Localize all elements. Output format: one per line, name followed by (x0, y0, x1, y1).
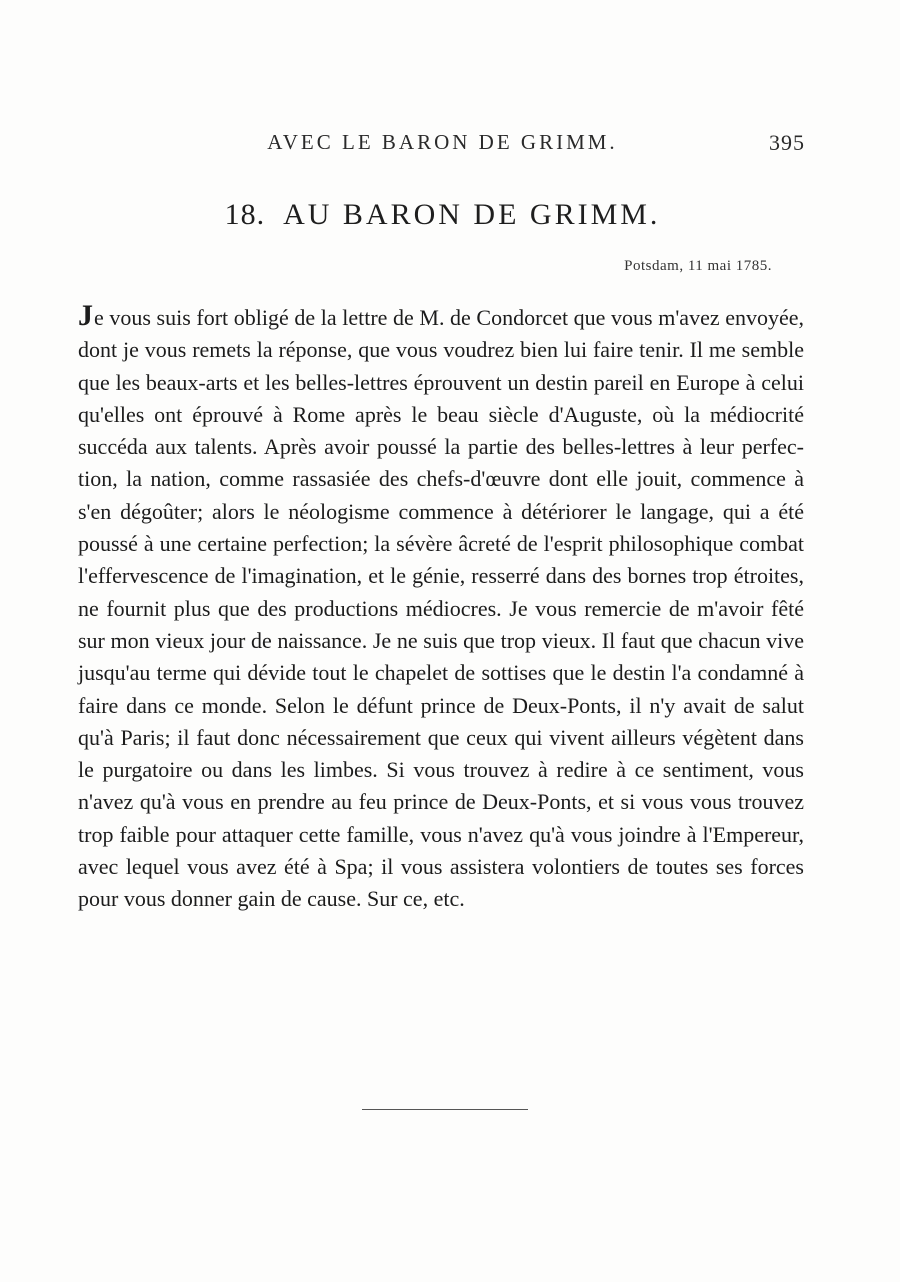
letter-title: AU BARON DE GRIMM. (283, 198, 661, 231)
end-rule (362, 1109, 528, 1110)
letter-body (78, 300, 804, 916)
drop-cap: J (78, 299, 94, 332)
letter-body-text: e vous suis fort obligé de la lettre de M. de Condorcet que vous m'avez envoyée, dont je vous remets la réponse, que vous voudrez bien lui faire tenir. Il me semble que les beaux-arts et les belles-lettres éprouvent un destin pareil en Europe à celui qu'elles ont éprouvé à Rome après le beau siècle d'Auguste, où la médiocrité succéda aux talents. Après avoir poussé la partie des belles-lettres à leur perfection, la nation, comme rassasiée des chefs-d'œuvre dont elle jouit, commence à s'en dégoûter; alors le néologisme commence à détériorer le langage, qui a été poussé à une certaine perfection; la sévère âcreté de l'esprit philosophique combat l'effervescence de l'imagination, et le génie, resserré dans des bornes trop étroites, ne fournit plus que des productions médiocres. Je vous remercie de m'avoir fêté sur mon vieux jour de naissance. Je ne suis que trop vieux. Il faut que chacun vive jusqu'au terme qui dévide tout le chapelet de sottises que le destin l'a condamné à faire dans ce monde. Selon le défunt prince de Deux-Ponts, il n'y avait de salut qu'à Paris; il faut donc nécessairement que ceux qui vivent ailleurs végètent dans le purgatoire ou dans les limbes. Si vous trouvez à redire à ce sentiment, vous n'avez qu'à vous en prendre au feu prince de Deux-Ponts, et si vous vous trouvez trop faible pour attaquer cette famille, vous n'avez qu'à vous joindre à l'Empereur, avec lequel vous avez été à Spa; il vous assistera volontiers de toutes ses forces pour vous donner gain de cause. Sur ce, etc. (78, 305, 804, 912)
letter-heading (80, 198, 805, 232)
page-number: 395 (769, 130, 805, 155)
running-title: AVEC LE BARON DE GRIMM. (267, 130, 618, 154)
running-head (80, 130, 805, 160)
dateline: Potsdam, 11 mai 1785. (624, 258, 772, 274)
letter-number: 18. (224, 198, 266, 231)
